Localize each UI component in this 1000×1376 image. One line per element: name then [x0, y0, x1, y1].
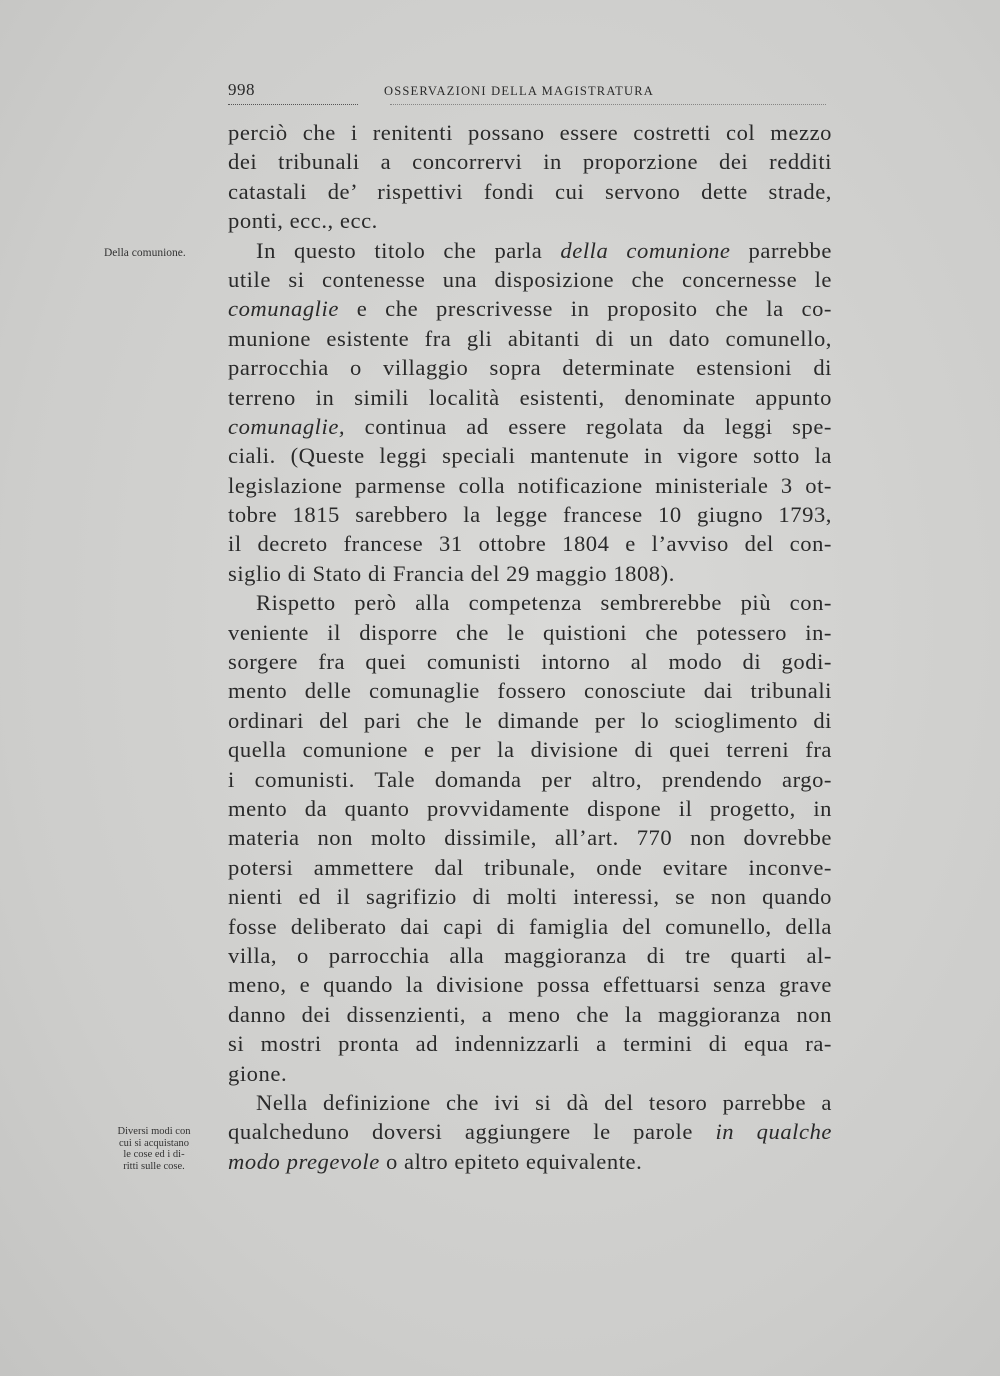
text-line: ordinari del pari che le dimande per lo scioglimento di — [228, 707, 832, 733]
text-line: i comunisti. Tale domanda per altro, prendendo argo- — [228, 766, 832, 792]
text-line: ciali. (Queste leggi speciali mantenute in vigore sotto la — [228, 443, 832, 469]
paragraph-2 — [228, 236, 832, 589]
text-line: In questo titolo che parla della comunione parrebbe — [256, 237, 832, 263]
text-line: parrocchia o villaggio sopra determinate estensioni di — [228, 355, 832, 381]
text-line: meno, e quando la divisione possa effettuarsi senza grave — [228, 972, 832, 998]
text-line: comunaglie, continua ad essere regolata da leggi spe- — [228, 413, 832, 439]
paragraph-1 — [228, 118, 832, 236]
text-line: catastali de’ rispettivi fondi cui servono dette strade, — [228, 178, 832, 204]
text-line: nienti ed il sagrifizio di molti interessi, se non quando — [228, 884, 832, 910]
text-line: gione. — [228, 1060, 288, 1086]
header-rule-right — [390, 104, 826, 105]
text-line: siglio di Stato di Francia del 29 maggio 1808). — [228, 560, 675, 586]
running-title: OSSERVAZIONI DELLA MAGISTRATURA — [384, 84, 655, 98]
text-line: ponti, ecc., ecc. — [228, 208, 378, 234]
text-line: dei tribunali a concorrervi in proporzione dei redditi — [228, 149, 832, 175]
text-line: sorgere fra quei comunisti intorno al modo di godi- — [228, 649, 832, 675]
text-line: comunaglie e che prescrivesse in proposito che la co- — [228, 296, 832, 322]
text-line: perciò che i renitenti possano essere costretti col mezzo — [228, 120, 832, 145]
text-line: utile si contenesse una disposizione che concernesse le — [228, 266, 832, 292]
text-line: veniente il disporre che le quistioni che potessero in- — [228, 619, 832, 645]
text-line: danno dei dissenzienti, a meno che la maggioranza non — [228, 1001, 832, 1027]
text-line: tobre 1815 sarebbero la legge francese 10 giugno 1793, — [228, 502, 832, 528]
text-line: modo pregevole o altro epiteto equivalente. — [228, 1148, 643, 1174]
text-line: mento da quanto provvidamente dispone il progetto, in — [228, 795, 832, 821]
text-line: villa, o parrocchia alla maggioranza di tre quarti al- — [228, 942, 832, 968]
margin-note-line: Diversi modi con — [117, 1126, 191, 1137]
text-line: legislazione parmense colla notificazione ministeriale 3 ot- — [228, 472, 832, 498]
page-number: 998 — [228, 80, 255, 99]
text-line: materia non molto dissimile, all’art. 770 non dovrebbe — [228, 825, 832, 851]
page-header — [228, 80, 828, 106]
header-rule-left — [228, 104, 358, 105]
text-line: si mostri pronta ad indennizzarli a termini di equa ra- — [228, 1031, 832, 1057]
text-line: munione esistente fra gli abitanti di un dato comunello, — [228, 325, 832, 351]
text-line: Rispetto però alla competenza sembrerebbe più con- — [256, 590, 832, 616]
paragraph-4 — [228, 1088, 832, 1176]
paragraph-3 — [228, 588, 832, 1088]
text-line: terreno in simili località esistenti, denominate appunto — [228, 384, 832, 410]
text-line: qualcheduno doversi aggiungere le parole in qualche — [228, 1119, 832, 1145]
body-text — [228, 118, 832, 1176]
margin-note-comunione: Della comunione. — [104, 247, 186, 259]
text-line: quella comunione e per la divisione di quei terreni fra — [228, 737, 832, 763]
margin-note-line: le cose ed i di- — [123, 1149, 185, 1160]
margin-note-line: cui si acquistano — [119, 1137, 189, 1149]
text-line: Nella definizione che ivi si dà del tesoro parrebbe a — [256, 1089, 832, 1115]
margin-note-acquisto — [100, 1126, 208, 1172]
text-line: il decreto francese 31 ottobre 1804 e l’avviso del con- — [228, 531, 832, 557]
text-line: potersi ammettere dal tribunale, onde evitare inconve- — [228, 854, 832, 880]
text-line: mento delle comunaglie fossero conosciute dai tribunali — [228, 678, 832, 704]
text-line: fosse deliberato dai capi di famiglia del comunello, della — [228, 913, 832, 939]
margin-note-line: ritti sulle cose. — [123, 1160, 185, 1172]
